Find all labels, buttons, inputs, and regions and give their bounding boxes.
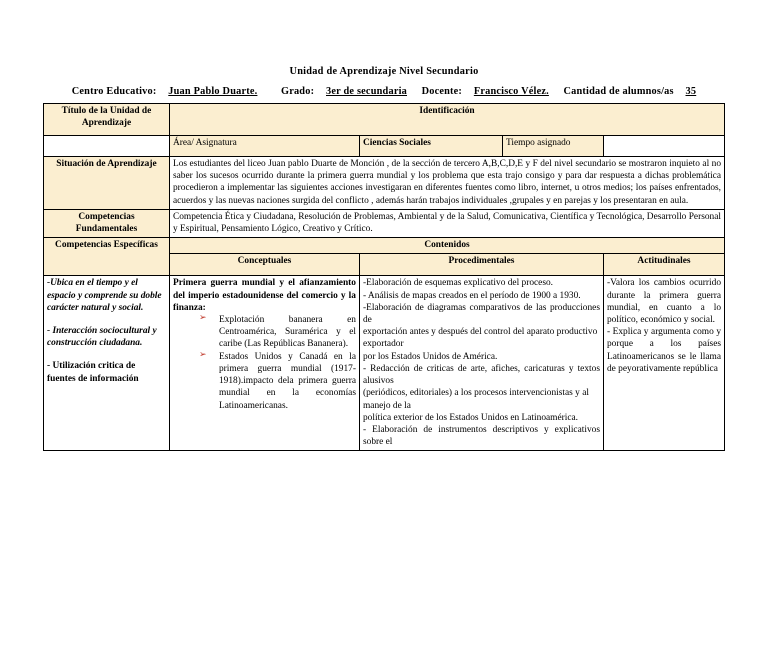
procedimental-item: - Elaboración de instrumentos descriptivos y explicativos sobre el bbox=[362, 425, 600, 448]
conceptuales-bullet-list bbox=[173, 314, 356, 412]
actitudinal-item: - Explica y argumenta como y porque a los países Latinoamericanos se le llama de peyorativamente república bbox=[606, 327, 722, 374]
table-row-area bbox=[43, 135, 724, 156]
document-title: Unidad de Aprendizaje Nivel Secundario bbox=[289, 66, 479, 77]
list-item: ➢ Estados Unidos y Canadá en la primera guerra mundial (1917-1918).impacto dela primera guerra mundial en la economías Latinoamericanas. bbox=[199, 351, 356, 412]
procedimental-item: (periódicos, editoriales) a los procesos intervencionistas y al manejo de la bbox=[362, 388, 589, 411]
procedimental-item: política exterior de los Estados Unidos en Latinoamérica. bbox=[362, 412, 579, 423]
procedimental-item: exportación antes y después del control del aparato productivo exportador bbox=[362, 327, 598, 350]
cell-competencias-especificas-label: Competencias Específicas bbox=[43, 238, 169, 276]
cell-situacion-aprendizaje-text: Los estudiantes del liceo Juan pablo Duarte de Monción , de la sección de tercero A,B,C,D,E y F del nivel secundario se mostraron inquieto al no saber los sucesos ocurrido durante la primera guerra mundial y los problema que esta trajo consigo y para dar respuesta a dichas problemática procedieron a implementar las siguientes acciones investigaran en diferentes fuentes como libro, internet, u otros medios; los países enfrentados, acuerdos y las nuevas naciones surgida del conflicto , además harán trabajos individuales ,grupales y en parejas y los presentaran en aula. bbox=[169, 156, 724, 209]
cell-procedimentales-body bbox=[359, 276, 603, 451]
table-row-contenidos-header bbox=[43, 238, 724, 254]
conceptuales-lead: Primera guerra mundial y el afianzamiento del imperio estadounidense del comercio y la finanza: bbox=[172, 278, 356, 313]
centro-educativo-label: Centro Educativo: bbox=[71, 85, 157, 97]
cell-identificacion-header: Identificación bbox=[169, 103, 724, 135]
docente-value: Francisco Vélez. bbox=[473, 85, 549, 97]
cell-tiempo-asignado-value[interactable] bbox=[603, 135, 724, 156]
col-header-actitudinales: Actitudinales bbox=[603, 254, 724, 276]
grado-label: Grado: bbox=[280, 85, 315, 97]
procedimental-item: -Elaboración de diagramas comparativos de las producciones de bbox=[362, 302, 600, 326]
competencia-especifica-item: -Ubica en el tiempo y el espacio y comprende su doble carácter natural y social. bbox=[46, 278, 162, 313]
procedimental-item: - Análisis de mapas creados en el período de 1900 a 1930. bbox=[362, 290, 581, 301]
col-header-procedimentales: Procedimentales bbox=[359, 254, 603, 276]
grado-value: 3er de secundaria bbox=[326, 85, 408, 97]
cantidad-alumnos-label: Cantidad de alumnos/as bbox=[563, 85, 674, 97]
cell-area-asignatura-label: Área/ Asignatura bbox=[169, 135, 359, 156]
cell-contenidos-header: Contenidos bbox=[169, 238, 724, 254]
procedimental-item: por los Estados Unidos de América. bbox=[362, 351, 498, 362]
cell-titulo-unidad-value[interactable] bbox=[43, 135, 169, 156]
document-header-line bbox=[0, 86, 768, 97]
col-header-conceptuales: Conceptuales bbox=[169, 254, 359, 276]
table-row-situacion bbox=[43, 156, 724, 209]
cell-competencias-fundamentales-text: Competencia Ética y Ciudadana, Resolución de Problemas, Ambiental y de la Salud, Comunicativa, Científica y Tecnológica, Desarrollo Personal y Espiritual, Pensamiento Lógico, Creativo y Crítico. bbox=[169, 209, 724, 237]
procedimental-item: -Elaboración de esquemas explicativo del proceso. bbox=[362, 278, 554, 289]
cell-actitudinales-body bbox=[603, 276, 724, 451]
cell-competencias-especificas-body bbox=[43, 276, 169, 451]
table-row-titulo bbox=[43, 103, 724, 135]
table-row-competencias-fundamentales bbox=[43, 209, 724, 237]
cell-situacion-aprendizaje-label: Situación de Aprendizaje bbox=[43, 156, 169, 209]
cell-titulo-unidad-label: Título de la Unidad de Aprendizaje bbox=[43, 103, 169, 135]
competencia-especifica-item: - Utilización critica de fuentes de información bbox=[46, 361, 139, 384]
centro-educativo-value: Juan Pablo Duarte. bbox=[168, 85, 258, 97]
list-item: ➢ Explotación bananera en Centroamérica, Suramérica y el caribe (Las Repúblicas Bananera). bbox=[199, 314, 356, 351]
cell-area-asignatura-value: Ciencias Sociales bbox=[359, 135, 502, 156]
unidad-aprendizaje-table bbox=[43, 103, 725, 452]
table-row-contenidos-body bbox=[43, 276, 724, 451]
cell-competencias-fundamentales-label: Competencias Fundamentales bbox=[43, 209, 169, 237]
cell-conceptuales-body bbox=[169, 276, 359, 451]
competencia-especifica-item: - Interacción sociocultural y construcción ciudadana. bbox=[46, 326, 157, 349]
document-page bbox=[0, 66, 768, 660]
procedimental-item: - Redacción de criticas de arte, afiches, caricaturas y textos alusivos bbox=[362, 363, 600, 387]
docente-label: Docente: bbox=[421, 85, 463, 97]
actitudinal-item: -Valora los cambios ocurrido durante la primera guerra mundial, en cuanto a lo político, económico y social. bbox=[606, 278, 722, 326]
cell-tiempo-asignado-label: Tiempo asignado bbox=[502, 135, 603, 156]
cantidad-alumnos-value: 35 bbox=[685, 85, 697, 97]
